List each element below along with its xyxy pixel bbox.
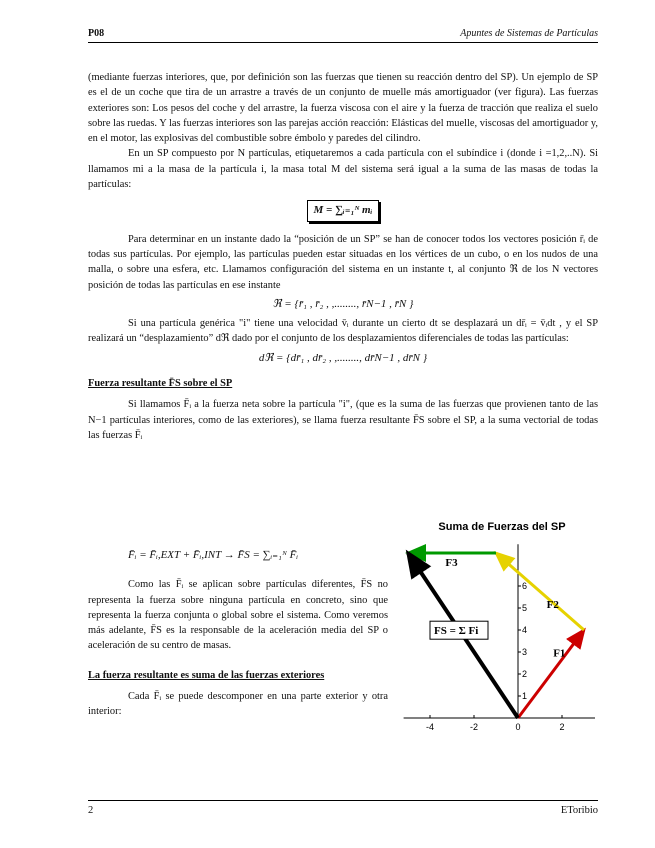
vector-f1: [518, 630, 584, 718]
x-tick-label: -4: [425, 722, 435, 732]
paragraph-1: (mediante fuerzas interiores, que, por definición son las fuerzas que tienen su reacción dentro del SP). Un ejemplo de SP es el de un coche que tira de un arrastre a través de un conjunto de muelle más amortiguador (ver figura). Las fuerzas exteriores son: Los pesos del coche y del arrastre, la fuerza viscosa con el aire y la fuerza de tracción que realiza el suelo sobre las ruedas. Y las fuerzas interiores son las parejas acción reacción: Elásticas del muelle, viscosas del amortiguador y, en el motor, las explosivas del combustible sobre émbolo y paredes del cilindro.: [88, 72, 598, 145]
label-f1: F1: [553, 647, 566, 660]
paragraph-6: Como las F̄ᵢ se aplican sobre partículas diferentes, F̄S no representa la fuerza sobre ninguna partícula en concreto, sino que representa la fuerza conjunta o global sobre el sistema. Como veremos más adelante, F̄S es la responsable de la aceleración media del SP o aceleración de su centro de masas.: [88, 579, 388, 652]
section-heading-resultant: Fuerza resultante F̄S sobre el SP: [88, 378, 233, 390]
force-sum-chart: [398, 518, 606, 740]
section-heading-external: La fuerza resultante es suma de las fuerzas exteriores: [88, 669, 325, 681]
header-code: P08: [88, 28, 105, 39]
paragraph-3: Para determinar en un instante dado la “posición de un SP” se han de conocer todos los vectores posición r̄ᵢ de todas sus partículas. Por ejemplo, las partículas pueden estar situadas en los vértices de un cubo, o en los nudos de una malla, o sobre una esfera, etc. Llamamos configuración del sistema en un instante t, al conjunto ℜ de los N vectores posición de todas las partículas en ese instante: [88, 233, 598, 291]
force-equation: F̄ᵢ = F̄ᵢ,EXT + F̄ᵢ,INT → F̄S = ∑ᵢ₌₁ᴺ F̄ᵢ: [128, 549, 299, 561]
header-title: Apuntes de Sistemas de Partículas: [460, 28, 598, 39]
page-number: 2: [88, 805, 94, 816]
displacement-equation: dℜ = {dr̄₁ , dr̄₂ , ,........, dr̄N−1 , dr̄N }: [258, 351, 428, 364]
paragraph-4: Si una partícula genérica "i" tiene una velocidad v̄ᵢ durante un cierto dt se desplazará un dr̄ᵢ = v̄ᵢdt , y el SP realizará un “desplazamiento” dℜ dado por el conjunto de los desplazamientos diferenciales de todas las partículas:: [88, 318, 598, 345]
mass-equation-wrap: [88, 200, 598, 221]
y-tick-label: 4: [522, 625, 528, 635]
paragraph-5: Si llamamos F̄ᵢ a la fuerza neta sobre la partícula "i", (que es la suma de las fuerzas que provienen tanto de las N−1 partículas interiores, como de las exteriores), se llama fuerza resultante F̄S sobre el SP, a la suma vectorial de todas las fuerzas F̄ᵢ: [88, 399, 598, 441]
left-column: [88, 548, 388, 720]
label-f2: F2: [546, 599, 559, 611]
paragraph-7: Cada F̄ᵢ se puede descomponer en una parte exterior y otra interior:: [88, 691, 388, 718]
page-header: [88, 28, 598, 43]
y-tick-label: 6: [522, 581, 528, 591]
label-f3: F3: [445, 557, 458, 570]
x-tick-label: -2: [469, 722, 479, 732]
main-text: [88, 70, 598, 443]
force-sum-figure: [398, 518, 606, 740]
y-tick-label: 2: [522, 669, 528, 679]
configuration-equation: ℜ = {r̄₁ , r̄₂ , ,........, r̄N−1 , r̄N }: [272, 297, 414, 310]
y-tick-label: 5: [522, 603, 528, 613]
y-tick-label: 3: [522, 647, 528, 657]
vector-f2: [496, 553, 584, 630]
y-tick-label: 1: [522, 691, 528, 701]
footer-author: EToribio: [560, 805, 598, 816]
x-tick-label: 2: [559, 722, 565, 732]
paragraph-2: En un SP compuesto por N partículas, etiquetaremos a cada partícula con el subíndice i (donde i =1,2,..N). Si llamamos mi a la masa de la partícula i, la masa total M del sistema será igual a la suma de las masas de todas la partículas:: [88, 148, 598, 191]
label-fs: FS = Σ Fi: [434, 625, 479, 638]
figure-title: Suma de Fuerzas del SP: [438, 521, 566, 533]
mass-equation: M = ∑ᵢ₌₁ᴺ mᵢ: [307, 200, 380, 221]
x-tick-label: 0: [515, 722, 521, 732]
page-footer: [88, 800, 598, 816]
